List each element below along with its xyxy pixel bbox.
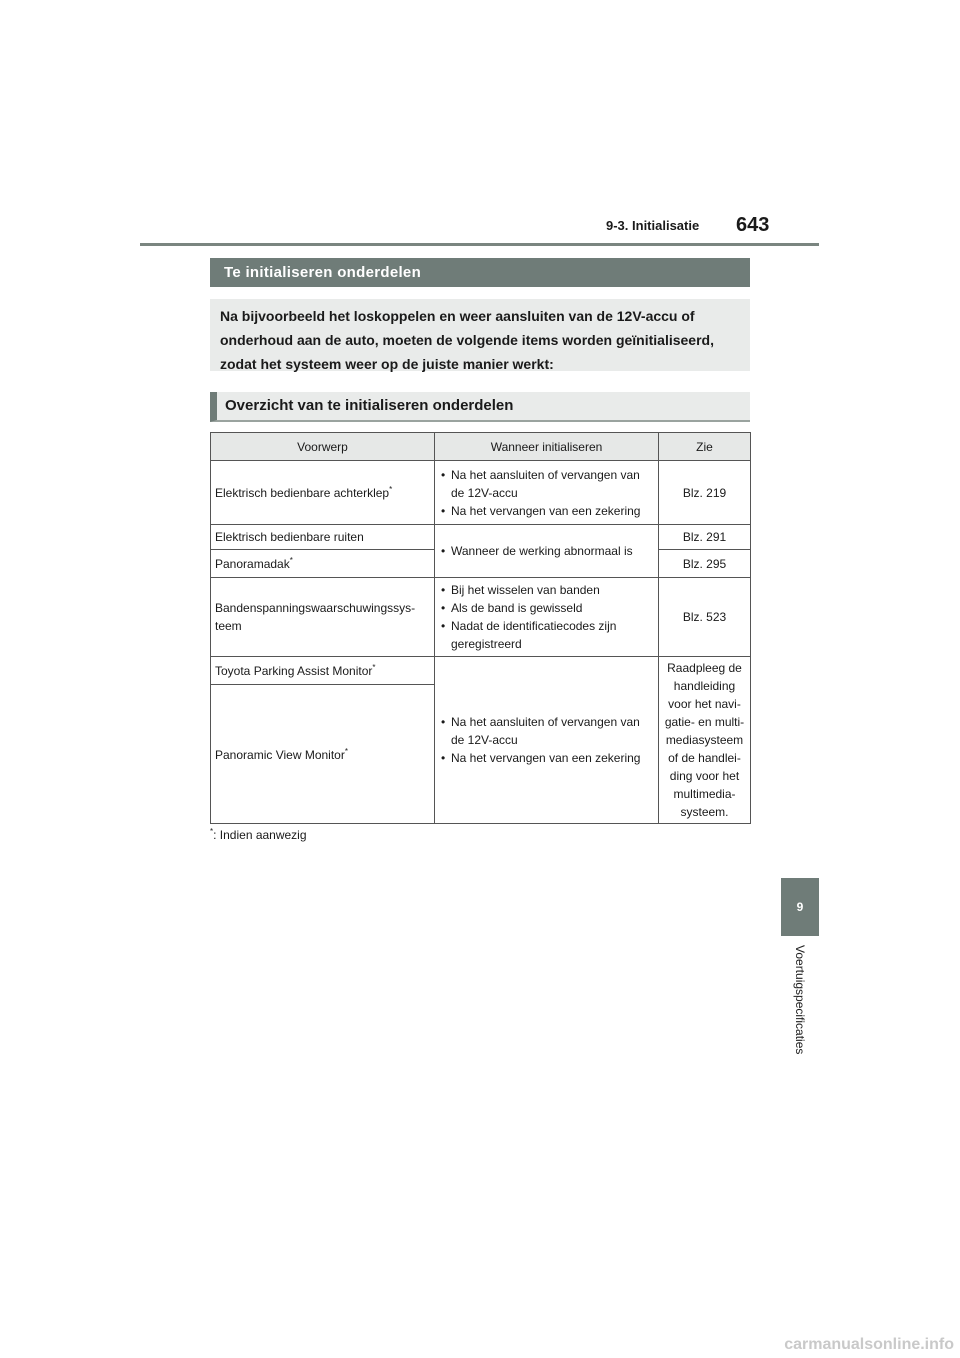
col-header-item: Voorwerp bbox=[211, 433, 435, 461]
item-cell: Toyota Parking Assist Monitor* bbox=[211, 657, 435, 685]
ref-cell: Blz. 219 bbox=[659, 461, 751, 525]
table-header-row bbox=[211, 433, 751, 461]
section-title-bar: Te initialiseren onderdelen bbox=[210, 258, 750, 287]
list-item: • Na het vervangen van een zekering bbox=[439, 502, 654, 520]
col-header-ref: Zie bbox=[659, 433, 751, 461]
col-header-when: Wanneer initialiseren bbox=[435, 433, 659, 461]
list-item: • Bij het wisselen van banden bbox=[439, 581, 654, 599]
chapter-tab: 9 bbox=[781, 878, 819, 936]
table-row bbox=[211, 657, 751, 685]
item-cell: Elektrisch bedienbare achterklep* bbox=[211, 461, 435, 525]
footnote: *: Indien aanwezig bbox=[210, 827, 307, 842]
list-item: • Als de band is gewisseld bbox=[439, 599, 654, 617]
item-cell: Bandenspanningswaarschuwingssys-teem bbox=[211, 578, 435, 657]
list-item: • Wanneer de werking abnormaal is bbox=[439, 542, 654, 560]
ref-cell: Blz. 295 bbox=[659, 550, 751, 578]
when-cell bbox=[435, 578, 659, 657]
item-cell: Panoramic View Monitor* bbox=[211, 685, 435, 824]
ref-cell: Raadpleeg de handleiding voor het navi-gatie- en multi-mediasysteem of de handlei-ding voor het multimedia-systeem. bbox=[659, 657, 751, 824]
when-cell bbox=[435, 657, 659, 824]
ref-cell: Blz. 291 bbox=[659, 525, 751, 550]
intro-text: Na bijvoorbeeld het loskoppelen en weer aansluiten van de 12V-accu of onderhoud aan de auto, moeten de volgende items worden geïnitialiseerd, zodat het systeem weer op de juiste manier werkt: bbox=[210, 299, 750, 371]
list-item: • Na het aansluiten of vervangen van de 12V-accu bbox=[439, 713, 654, 749]
page-number: 643 bbox=[736, 214, 770, 236]
when-cell bbox=[435, 525, 659, 578]
watermark: carmanualsonline.info bbox=[784, 1336, 954, 1353]
item-cell: Elektrisch bedienbare ruiten bbox=[211, 525, 435, 550]
table-row bbox=[211, 578, 751, 657]
subsection-title: Overzicht van te initialiseren onderdelen bbox=[210, 392, 750, 422]
list-item: • Nadat de identificatiecodes zijn geregistreerd bbox=[439, 617, 654, 653]
list-item: • Na het aansluiten of vervangen van de 12V-accu bbox=[439, 466, 654, 502]
chapter-label: Voertuigspecificaties bbox=[793, 945, 807, 1055]
header-divider bbox=[140, 243, 819, 246]
header-section-title: 9-3. Initialisatie bbox=[606, 218, 700, 233]
table-row bbox=[211, 461, 751, 525]
initialization-table bbox=[210, 432, 751, 824]
list-item: • Na het vervangen van een zekering bbox=[439, 749, 654, 767]
ref-cell: Blz. 523 bbox=[659, 578, 751, 657]
when-cell bbox=[435, 461, 659, 525]
item-cell: Panoramadak* bbox=[211, 550, 435, 578]
table-row bbox=[211, 525, 751, 550]
